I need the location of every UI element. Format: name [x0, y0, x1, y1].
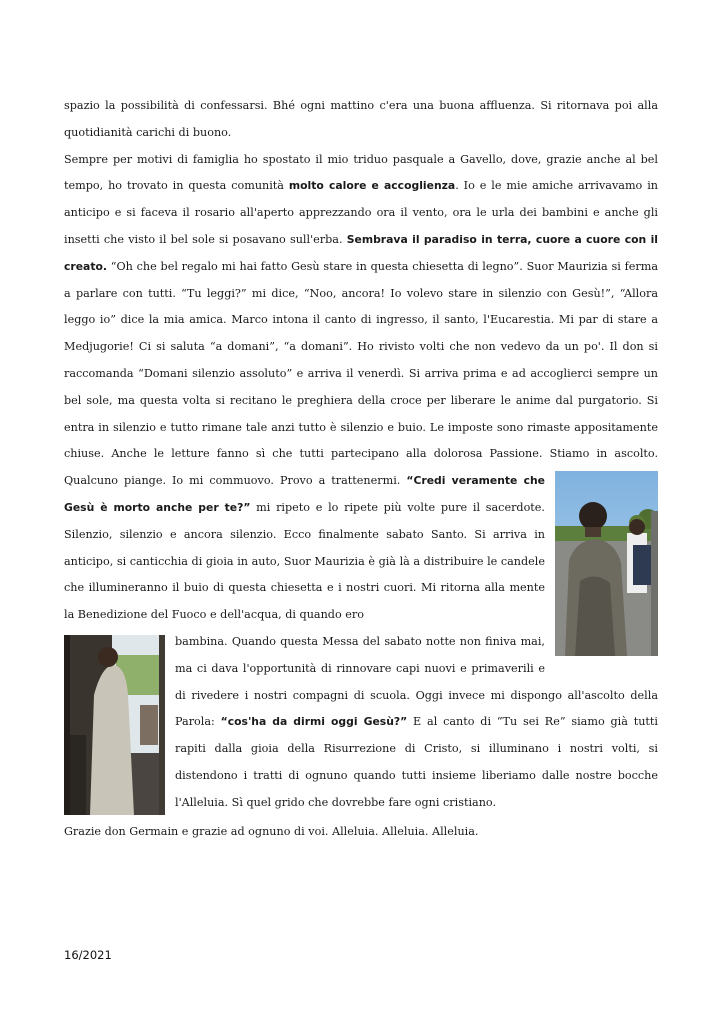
text-run: Grazie don Germain e grazie ad ognuno di voi. Alleluia. Alleluia. Alleluia. [64, 824, 479, 838]
paragraph-4 [64, 819, 658, 846]
text-run: Sempre per motivi di famiglia ho spostato il mio triduo pasquale a Gavello, dove, grazie anche al bel tempo, ho trovato in questa comunità [64, 152, 658, 193]
text-run: bambina. Quando questa Messa del sabato notte non finiva mai, ma ci dava l'opportunità di rinnovare capi nuovi e primaverili e di rivedere i nostri compagni di scuola. Oggi invece mi dispongo all'ascolto della Parola: [175, 634, 658, 729]
photo-priest-outdoors [555, 471, 658, 656]
text-run: spazio la possibilità di confessarsi. Bhé ogni mattino c'era una buona affluenza. Si ritornava poi alla quotidianità carichi di buono. [64, 99, 658, 139]
bold-phrase: molto calore e accoglienza [288, 179, 456, 193]
bold-phrase: Sembrava il paradiso in terra, cuore a cuore con il creato. [64, 232, 659, 273]
paragraph-3-block [64, 629, 658, 817]
text-run: mi ripeto e lo ripete più volte pure il sacerdote. Silenzio, silenzio e ancora silenzio. Ecco finalmente sabato Santo. Si arriva in anticipo, si canticchia di gioia in auto, Suor Maurizia è già là a distribuire le candele che illumineranno il buio di questa chiesetta e i nostri cuori. Mi ritorna alla mente la Benedizione del Fuoco e dell'acqua, di quando ero [64, 500, 545, 622]
bold-phrase: “Credi veramente che Gesù è morto anche per te?” [64, 474, 546, 514]
text-run: E al canto di “Tu sei Re” siamo già tutti rapiti dalla gioia della Risurrezione di Cristo, si illuminano i nostri volti, si distendono i tratti di ognuno quando tutti insieme liberiamo dalle nostre bocche l'Alleluia. Sì quel grido che dovrebbe fare ogni cristiano. [175, 715, 658, 809]
article-body [64, 93, 658, 846]
page-footer-number: 16/2021 [64, 948, 112, 962]
photo-priest-doorway [64, 635, 165, 815]
text-run: . Io e le mie amiche arrivavamo in anticipo e si faceva il rosario all'aperto apprezzando ora il vento, ora le urla dei bambini e anche gli insetti che visto il bel sole si posavano sull'erba. [64, 179, 658, 246]
bold-phrase: “cos'ha da dirmi oggi Gesù?” [220, 715, 408, 729]
paragraph-2 [64, 147, 658, 629]
paragraph-1 [64, 93, 658, 147]
text-run: “Oh che bel regalo mi hai fatto Gesù stare in questa chiesetta di legno”. Suor Maurizia si ferma a parlare con tutti. “Tu leggi?” mi dice, “Noo, ancora! Io volevo stare in silenzio con Gesù!”, “Allora leggo io” dice la mia amica. Marco intona il canto di ingresso, il santo, l'Eucarestia. Mi par di stare a Medjugorie! Ci si saluta “a domani”, “a domani”. Ho rivisto volti che non vedevo da un po'. Il don si raccomanda “Domani silenzio assoluto” e arriva il venerdì. Si arriva prima e ad accoglierci sempre un bel sole, ma questa volta si recitano le preghiera della croce per liberare le anime dal purgatorio. Si entra in silenzio e tutto rimane tale anzi tutto è silenzio e buio. Le imposte sono rimaste appositamente chiuse. Anche le letture fanno sì che tutti partecipano alla dolorosa Passione. Stiamo in ascolto. Qualcuno piange. Io mi commuovo. Provo a trattenermi. [64, 259, 658, 488]
